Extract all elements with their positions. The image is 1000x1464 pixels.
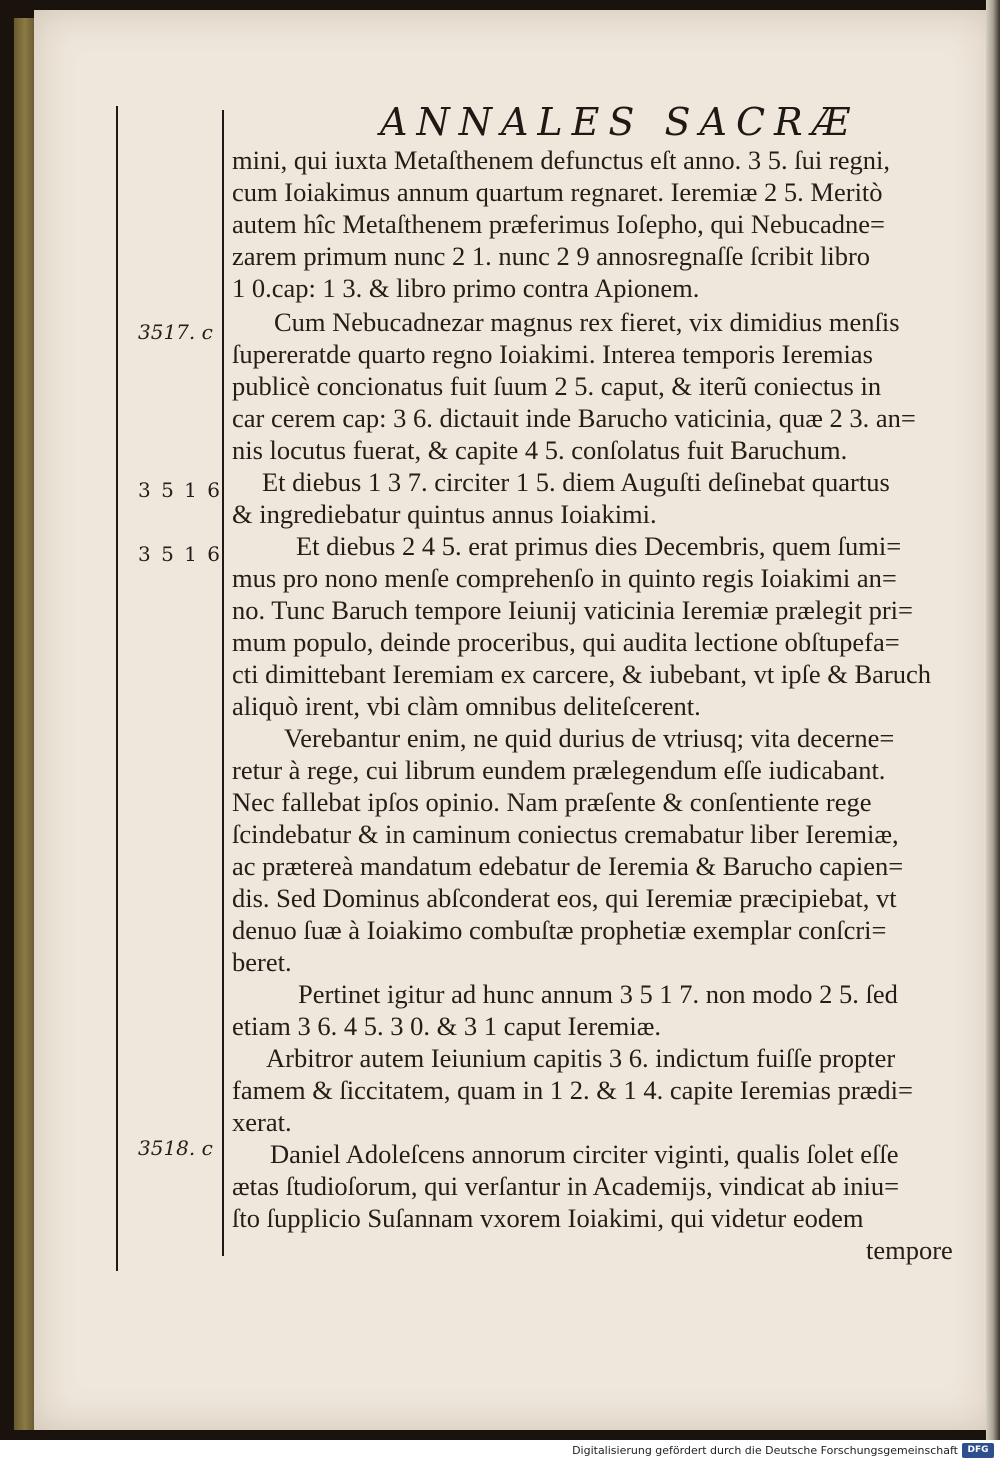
text-line: car cerem cap: 3 6. dictauit inde Barucho vaticinia, quæ 2 3. an= bbox=[232, 403, 916, 433]
text-line: autem hîc Metaſthenem præferimus Ioſepho, qui Nebucadne= bbox=[232, 209, 885, 239]
margin-rule-right bbox=[222, 110, 224, 1256]
text-line: & ingrediebatur quintus annus Ioiakimi. bbox=[232, 499, 657, 529]
text-line: publicè concionatus fuit ſuum 2 5. caput, & iterũ coniectus in bbox=[232, 371, 882, 401]
text-line: ſupereratde quarto regno Ioiakimi. Interea temporis Ieremias bbox=[232, 339, 873, 369]
text-line: no. Tunc Baruch tempore Ieiunij vaticinia Ieremiæ prælegit pri= bbox=[232, 595, 913, 625]
text-line: xerat. bbox=[232, 1107, 292, 1137]
text-line: famem & ſiccitatem, quam in 1 2. & 1 4. capite Ieremias prædi= bbox=[232, 1075, 913, 1105]
text-line: Et diebus 1 3 7. circiter 1 5. diem Auguſti deſinebat quartus bbox=[262, 467, 890, 497]
text-line: Pertinet igitur ad hunc annum 3 5 1 7. non modo 2 5. ſed bbox=[298, 979, 898, 1009]
margin-year-note: 3 5 1 6 bbox=[138, 478, 222, 502]
text-line: retur à rege, cui librum eundem prælegendum eſſe iudicabant. bbox=[232, 755, 886, 785]
text-line: beret. bbox=[232, 947, 292, 977]
margin-year-note: 3 5 1 6 bbox=[138, 542, 222, 566]
text-line: zarem primum nunc 2 1. nunc 2 9 annosregnaſſe ſcribit libro bbox=[232, 241, 871, 271]
text-line: Arbitror autem Ieiunium capitis 3 6. indictum fuiſſe propter bbox=[266, 1043, 896, 1073]
text-line: nis locutus fuerat, & capite 4 5. conſolatus fuit Baruchum. bbox=[232, 435, 848, 465]
book-edge-right bbox=[986, 0, 1000, 1440]
text-line: mum populo, deinde proceribus, qui audita lectione obſtupefa= bbox=[232, 627, 900, 657]
text-line: Cum Nebucadnezar magnus rex fieret, vix dimidius menſis bbox=[274, 307, 900, 337]
text-line: Et diebus 2 4 5. erat primus dies Decembris, quem ſumi= bbox=[296, 531, 902, 561]
text-line: ſcindebatur & in caminum coniectus cremabatur liber Ieremiæ, bbox=[232, 819, 899, 849]
text-line: etiam 3 6. 4 5. 3 0. & 3 1 caput Ieremiæ. bbox=[232, 1011, 662, 1041]
text-line: mini, qui iuxta Metaſthenem defunctus eſt anno. 3 5. ſui regni, bbox=[232, 145, 890, 175]
text-line: denuo ſuæ à Ioiakimo combuſtæ prophetiæ exemplar conſcri= bbox=[232, 915, 887, 945]
text-line: Nec fallebat ipſos opinio. Nam præſente & conſentiente rege bbox=[232, 787, 872, 817]
text-line: ætas ſtudioſorum, qui verſantur in Academijs, vindicat ab iniu= bbox=[232, 1171, 900, 1201]
text-line: dis. Sed Dominus abſconderat eos, qui Ieremiæ præcipiebat, vt bbox=[232, 883, 897, 913]
text-line: ac prætereà mandatum edebatur de Ieremia & Barucho capien= bbox=[232, 851, 904, 881]
text-line: cti dimittebant Ieremiam ex carcere, & iubebant, vt ipſe & Baruch bbox=[232, 659, 932, 689]
text-line: 1 0.cap: 1 3. & libro primo contra Apionem. bbox=[232, 273, 700, 303]
margin-rule-left bbox=[116, 106, 118, 1271]
margin-year-note: 3517. c bbox=[138, 320, 213, 344]
dfg-logo: DFG bbox=[962, 1443, 994, 1458]
text-line: ſto ſupplicio Suſannam vxorem Ioiakimi, qui videtur eodem bbox=[232, 1203, 864, 1233]
text-line: aliquò irent, vbi clàm omnibus deliteſcerent. bbox=[232, 691, 701, 721]
text-line: cum Ioiakimus annum quartum regnaret. Ieremiæ 2 5. Meritò bbox=[232, 177, 883, 207]
footer-credit: Digitalisierung gefördert durch die Deutsche Forschungsgemeinschaft bbox=[572, 1444, 958, 1457]
running-head: ANNALES SACRÆ bbox=[380, 100, 859, 144]
text-line: Daniel Adoleſcens annorum circiter viginti, qualis ſolet eſſe bbox=[270, 1139, 899, 1169]
margin-year-note: 3518. c bbox=[138, 1136, 213, 1160]
catchword: tempore bbox=[866, 1235, 953, 1265]
text-line: Verebantur enim, ne quid durius de vtriusq; vita decerne= bbox=[284, 723, 895, 753]
text-line: mus pro nono menſe comprehenſo in quinto regis Ioiakimi an= bbox=[232, 563, 897, 593]
